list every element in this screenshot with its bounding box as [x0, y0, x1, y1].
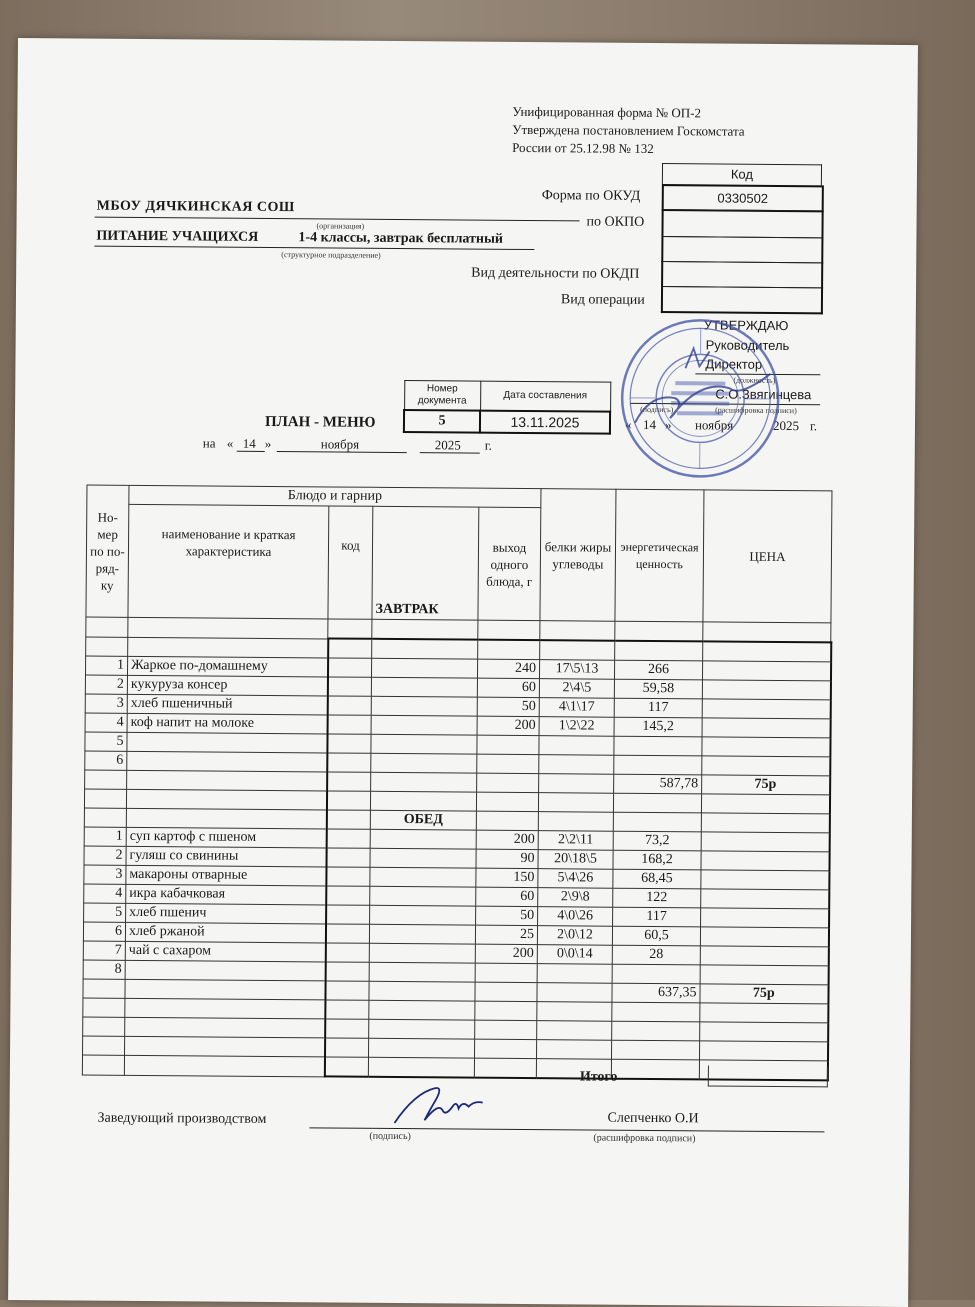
dish-code: [326, 848, 370, 867]
row-number: 2: [84, 846, 126, 865]
approval-day: 14: [643, 417, 656, 433]
doc-year-suffix: г.: [485, 438, 492, 454]
dish-yield: [475, 963, 537, 982]
doc-number: 5: [404, 410, 480, 433]
doc-number-header: Номер документа: [404, 381, 480, 411]
empty-cell: [328, 638, 372, 658]
dish-code: [327, 715, 371, 734]
official-stamp: [615, 313, 786, 484]
empty-cell: [700, 1003, 828, 1023]
empty-cell: [370, 791, 476, 811]
empty-cell: [369, 1000, 475, 1020]
document-title: ПЛАН - МЕНЮ: [265, 414, 376, 432]
empty-cell: [476, 792, 538, 811]
doc-year-line: [420, 452, 480, 453]
empty-cell: [703, 641, 831, 662]
empty-cell: [125, 998, 325, 1019]
okpo-value: [661, 209, 823, 238]
dish-price: [702, 699, 830, 719]
empty-cell: [324, 1057, 368, 1077]
dish-code: [326, 829, 370, 848]
form-header-line3: России от 25.12.98 № 132: [512, 140, 654, 157]
itogo-label: Итого: [580, 1069, 618, 1085]
dish-extra: [370, 867, 476, 887]
empty-cell: [325, 981, 369, 1000]
empty-cell: [540, 640, 615, 660]
dish-price: [702, 661, 830, 681]
doc-date-open: «: [227, 436, 234, 452]
dish-code: [325, 924, 369, 943]
dish-energy: 266: [614, 660, 702, 680]
approval-month: ноября: [695, 417, 733, 433]
dish-name: хлеб пшеничный: [127, 694, 327, 715]
empty-cell: [127, 770, 327, 791]
doc-date-header: Дата составления: [480, 381, 610, 412]
dish-name: суп картоф с пшеном: [126, 827, 326, 848]
dish-code: [327, 753, 371, 772]
empty-cell: [478, 640, 540, 660]
dish-price: [702, 680, 830, 700]
footer-signature: [389, 1081, 499, 1127]
dish-name: хлеб ржаной: [125, 922, 325, 943]
empty-cell: [372, 619, 478, 639]
document-page: [8, 38, 918, 1307]
okdp-value-2: [661, 261, 823, 288]
empty-cell: [478, 620, 540, 640]
row-number: 4: [84, 884, 126, 903]
dish-bju: 2\9\8: [538, 888, 613, 908]
dish-price: [702, 718, 830, 738]
dish-bju: 1\2\22: [539, 717, 614, 737]
dish-extra: [370, 905, 476, 925]
empty-cell: [613, 793, 701, 813]
empty-cell: [126, 789, 326, 810]
empty-cell: [615, 641, 703, 661]
empty-cell: [84, 808, 126, 827]
code-box: [662, 163, 822, 164]
empty-cell: [701, 794, 829, 814]
dish-bju: 4\0\26: [538, 907, 613, 927]
empty-cell: [125, 979, 325, 1000]
doc-date-close: »: [265, 436, 272, 452]
row-number: 3: [85, 694, 127, 713]
empty-cell: [369, 1019, 475, 1039]
dish-price: [700, 946, 828, 966]
dish-name: Жаркое по-домашнему: [127, 656, 327, 677]
dish-energy: 168,2: [613, 850, 701, 870]
dish-code: [326, 886, 370, 905]
approval-date-close: »: [665, 417, 672, 433]
dish-yield: 200: [476, 830, 538, 849]
empty-cell: [701, 813, 829, 833]
row-number: 2: [85, 675, 127, 694]
dish-energy: 117: [613, 907, 701, 927]
empty-cell: [537, 1002, 612, 1022]
empty-cell: [475, 1001, 537, 1020]
dish-extra: [371, 658, 477, 678]
row-number: 6: [85, 751, 127, 770]
empty-cell: [371, 772, 477, 792]
dish-extra: [371, 677, 477, 697]
dish-bju: 2\0\12: [537, 926, 612, 946]
empty-cell: [125, 1036, 325, 1057]
header-energy: энергетическая ценность: [615, 489, 704, 622]
dish-bju: [539, 755, 614, 775]
operation-label: Вид операции: [561, 292, 645, 309]
dish-price: [701, 908, 829, 928]
dish-price: [701, 889, 829, 909]
dish-code: [327, 734, 371, 753]
dish-price: [702, 737, 830, 757]
itogo-box: [708, 1065, 828, 1087]
okpo-label: по ОКПО: [587, 214, 645, 230]
empty-cell: [615, 621, 703, 641]
dish-extra: [369, 962, 475, 982]
empty-cell: [85, 770, 127, 789]
footer-name-caption: (расшифровка подписи): [593, 1133, 695, 1145]
dish-extra: [369, 924, 475, 944]
dish-extra: [370, 848, 476, 868]
empty-cell: [538, 812, 613, 832]
empty-cell: [475, 982, 537, 1001]
dish-yield: 200: [477, 716, 539, 735]
dish-yield: 240: [477, 659, 539, 678]
row-number: 7: [83, 941, 125, 960]
empty-cell: [126, 808, 326, 829]
dish-bju: 2\4\5: [539, 679, 614, 699]
unit-value: 1-4 классы, завтрак бесплатный: [298, 230, 503, 248]
okud-value: 0330502: [662, 184, 824, 212]
approval-date-open: «: [625, 417, 632, 433]
header-code: код: [328, 506, 373, 619]
empty-cell: [83, 1036, 125, 1055]
operation-value: [661, 286, 823, 314]
code-title: Код: [662, 163, 822, 185]
empty-cell: [326, 791, 370, 810]
empty-cell: [325, 1038, 369, 1057]
empty-cell: [83, 998, 125, 1017]
header-price: ЦЕНА: [703, 490, 832, 623]
dish-price: [700, 927, 828, 947]
approval-name-caption: (расшифровка подписи): [715, 405, 797, 415]
empty-cell: [700, 1022, 828, 1042]
dish-extra: [370, 829, 476, 849]
row-number: 5: [85, 732, 127, 751]
doc-for-label: на: [203, 435, 216, 451]
row-number: 8: [83, 960, 125, 979]
empty-cell: [84, 789, 126, 808]
organization-caption: (организация): [316, 221, 364, 230]
doc-date: 13.11.2025: [480, 411, 610, 434]
dish-code: [325, 943, 369, 962]
row-number: 6: [83, 922, 125, 941]
dish-yield: 60: [477, 678, 539, 697]
dish-price: [702, 756, 830, 776]
footer-name: Слепченко О.И: [607, 1111, 698, 1128]
breakfast-total-price: 75р: [702, 775, 830, 795]
footer-role: Заведующий производством: [97, 1111, 266, 1128]
dish-code: [327, 677, 371, 696]
okud-label: Форма по ОКУД: [542, 188, 641, 205]
empty-cell: [372, 639, 478, 659]
empty-cell: [537, 1040, 612, 1060]
dish-extra: [371, 753, 477, 773]
dish-energy: 28: [612, 945, 700, 965]
empty-cell: [476, 811, 538, 830]
dish-extra: [370, 886, 476, 906]
dish-code: [327, 658, 371, 677]
dish-extra: [371, 715, 477, 735]
dish-name: макароны отварные: [126, 865, 326, 886]
empty-cell: [368, 1057, 474, 1077]
dish-yield: 50: [477, 697, 539, 716]
dish-energy: 68,45: [613, 869, 701, 889]
dish-energy: 73,2: [613, 831, 701, 851]
empty-cell: [327, 772, 371, 791]
header-yield: выход одного блюда, г: [478, 507, 541, 620]
doc-month-line: [277, 451, 407, 453]
dish-extra: [371, 696, 477, 716]
empty-cell: [475, 1020, 537, 1039]
approval-head: Руководитель: [706, 337, 790, 353]
empty-cell: [611, 1040, 699, 1060]
empty-cell: [540, 621, 615, 641]
dish-extra: [371, 734, 477, 754]
empty-cell: [538, 793, 613, 813]
empty-cell: [703, 622, 831, 643]
dish-yield: 200: [475, 944, 537, 963]
empty-cell: [613, 812, 701, 832]
dish-extra: [369, 943, 475, 963]
empty-cell: [537, 983, 612, 1003]
empty-cell: [328, 619, 372, 639]
doc-number-table: [403, 380, 611, 435]
empty-cell: [128, 617, 328, 638]
empty-cell: [325, 1000, 369, 1019]
breakfast-label: ЗАВТРАК: [372, 506, 479, 620]
dish-bju: 0\0\14: [537, 945, 612, 965]
approval-name: С.О.Звягинцева: [715, 386, 811, 402]
dish-code: [327, 696, 371, 715]
dish-code: [325, 962, 369, 981]
dish-energy: 117: [614, 698, 702, 718]
dish-bju: 5\4\26: [538, 869, 613, 889]
row-number: 4: [85, 713, 127, 732]
dish-price: [701, 832, 829, 852]
approval-signature-caption: (подпись): [640, 405, 673, 414]
dish-energy: [614, 736, 702, 756]
okdp-value-1: [661, 236, 823, 263]
doc-year: 2025: [435, 437, 461, 453]
organization-name: МБОУ ДЯЧКИНСКАЯ СОШ: [97, 199, 295, 217]
dish-yield: [477, 735, 539, 754]
empty-cell: [369, 981, 475, 1001]
dish-price: [701, 851, 829, 871]
doc-day: 14: [243, 436, 256, 452]
dish-name: [127, 751, 327, 772]
dish-yield: 50: [476, 906, 538, 925]
approval-position: Директор: [705, 356, 762, 371]
dish-name: гуляш со свинины: [126, 846, 326, 867]
lunch-total-energy: 637,35: [612, 983, 700, 1003]
empty-cell: [128, 637, 328, 658]
dish-name: [125, 960, 325, 981]
menu-table: [82, 485, 833, 1082]
row-number: 1: [85, 656, 127, 675]
dish-yield: [477, 754, 539, 773]
dish-name: коф напит на молоке: [127, 713, 327, 734]
header-name: наименование и краткая характеристика: [128, 504, 329, 619]
row-number: 1: [84, 827, 126, 846]
dish-bju: 20\18\5: [538, 850, 613, 870]
empty-cell: [475, 1039, 537, 1058]
empty-cell: [326, 810, 370, 829]
empty-cell: [699, 1041, 827, 1061]
form-header-line2: Утверждена постановлением Госкомстата: [512, 122, 744, 140]
dish-name: кукуруза консер: [127, 675, 327, 696]
empty-cell: [537, 1021, 612, 1041]
okdp-label: Вид деятельности по ОКДП: [471, 266, 639, 283]
empty-cell: [86, 637, 128, 657]
empty-cell: [83, 1017, 125, 1036]
empty-cell: [325, 1019, 369, 1038]
dish-energy: 59,58: [614, 679, 702, 699]
unit-caption: (структурное подразделение): [281, 250, 381, 260]
unit-prefix: ПИТАНИЕ УЧАЩИХСЯ: [96, 229, 258, 246]
dish-bju: 17\5\13: [539, 660, 614, 680]
approval-position-caption: (должность): [733, 376, 775, 385]
dish-name: икра кабачковая: [126, 884, 326, 905]
footer-signature-caption: (подпись): [369, 1131, 411, 1142]
dish-yield: 150: [476, 868, 538, 887]
lunch-total-price: 75р: [700, 984, 828, 1004]
empty-cell: [369, 1038, 475, 1058]
empty-cell: [82, 1055, 124, 1075]
dish-energy: 60,5: [612, 926, 700, 946]
empty-cell: [83, 979, 125, 998]
empty-cell: [474, 1058, 536, 1078]
dish-price: [701, 870, 829, 890]
dish-price: [700, 965, 828, 985]
empty-cell: [125, 1017, 325, 1038]
dish-bju: 2\2\11: [538, 831, 613, 851]
dish-name: [127, 732, 327, 753]
header-nutrients: белки жиры углеводы: [540, 489, 616, 622]
empty-cell: [612, 1002, 700, 1022]
dish-energy: 145,2: [614, 717, 702, 737]
dish-yield: 90: [476, 849, 538, 868]
dish-yield: 60: [476, 887, 538, 906]
dish-code: [326, 905, 370, 924]
dish-energy: 122: [613, 888, 701, 908]
empty-cell: [124, 1055, 324, 1076]
dish-energy: [614, 755, 702, 775]
empty-cell: [539, 774, 614, 794]
empty-cell: [477, 773, 539, 792]
empty-cell: [612, 1021, 700, 1041]
breakfast-total-energy: 587,78: [614, 774, 702, 794]
dish-bju: [537, 964, 612, 984]
lunch-label: ОБЕД: [370, 810, 476, 830]
empty-cell: [611, 1059, 699, 1079]
form-header-line1: Унифицированная форма № ОП-2: [512, 104, 701, 121]
dish-bju: 4\1\17: [539, 698, 614, 718]
doc-day-line: [237, 451, 265, 452]
row-number: 3: [84, 865, 126, 884]
dish-energy: [612, 964, 700, 984]
approval-year: 2025: [773, 418, 799, 434]
approval-title: УТВЕРЖДАЮ: [704, 317, 789, 333]
dish-name: хлеб пшенич: [126, 903, 326, 924]
dish-name: чай с сахаром: [125, 941, 325, 962]
dish-bju: [539, 736, 614, 756]
dish-code: [326, 867, 370, 886]
doc-month: ноября: [321, 436, 359, 452]
empty-cell: [86, 617, 128, 637]
header-dish-group: Блюдо и гарнир: [129, 485, 541, 507]
approval-year-suffix: г.: [810, 418, 817, 434]
row-number: 5: [84, 903, 126, 922]
dish-yield: 25: [475, 925, 537, 944]
header-num: Но-мер по по-ряд-ку: [86, 485, 129, 617]
